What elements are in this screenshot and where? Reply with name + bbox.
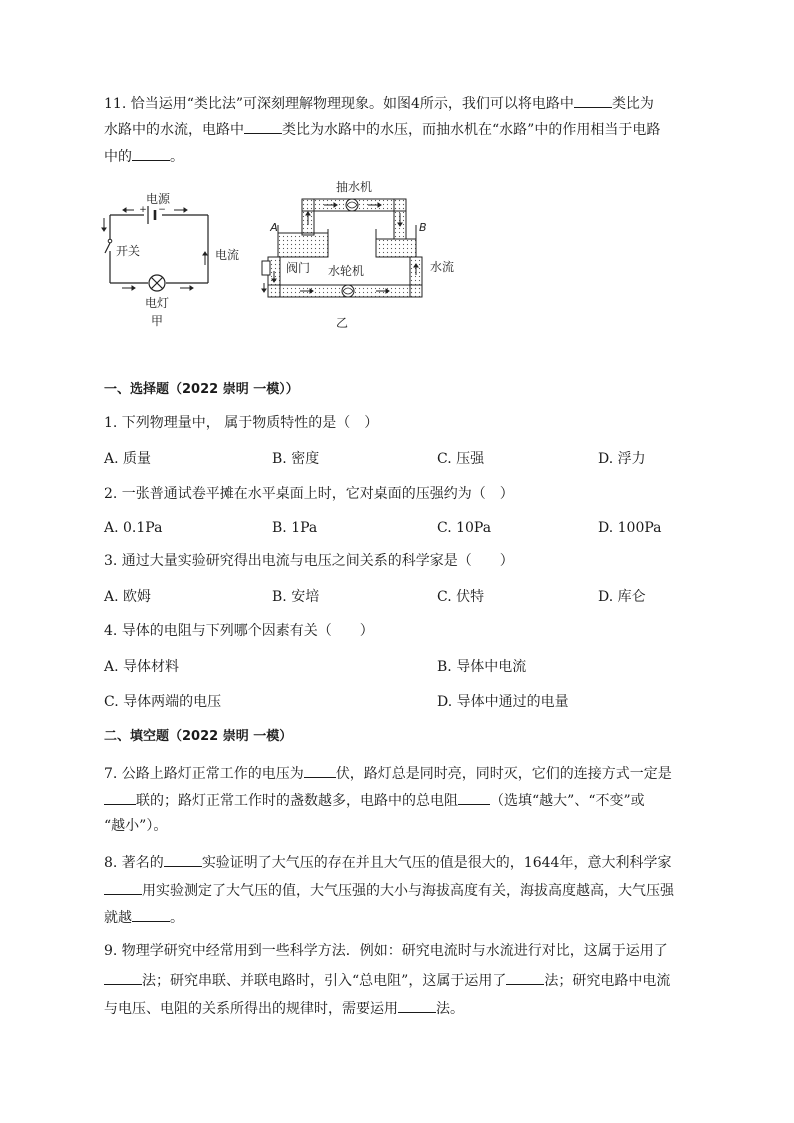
q11-text-1a: 11. 恰当运用“类比法”可深刻理解物理现象。如图4所示，我们可以将电路中 <box>104 96 574 112</box>
q11-text-1b: 类比为 <box>611 96 654 112</box>
q8-text-2: 用实验测定了大气压的值，大气压强的大小与海拔高度有关，海拔高度越高，大气压强 <box>142 883 674 899</box>
caption-yi: 乙 <box>335 316 349 330</box>
label-current: 电流 <box>215 248 240 262</box>
q4-stem: 4. 导体的电阻与下列哪个因素有关（ ） <box>104 623 374 639</box>
label-pump: 抽水机 <box>335 180 373 194</box>
q7-blank-2[interactable] <box>104 789 136 805</box>
q7-text-1b: 伏，路灯总是同时亮，同时灭，它们的连接方式一定是 <box>335 766 672 782</box>
label-lamp: 电灯 <box>144 296 170 310</box>
q9-blank-1[interactable] <box>104 969 142 985</box>
q3-option-b[interactable]: B. 安培 <box>272 589 320 605</box>
section-1-title: 一、选择题（2022 崇明 一模）） <box>104 382 299 397</box>
q7-text-2a: 联的；路灯正常工作时的盏数越多，电路中的总电阻 <box>136 793 458 809</box>
q9-blank-3[interactable] <box>398 997 436 1013</box>
section-2-title: 二、填空题（2022 崇明 一模） <box>104 729 293 744</box>
q8-text-3b: 。 <box>170 910 184 926</box>
q7-text-1a: 7. 公路上路灯正常工作的电压为 <box>104 766 304 782</box>
battery-icon <box>148 206 155 224</box>
q9-text-2a: 法；研究串联、并联电路时，引入“总电阻”，这属于运用了 <box>142 973 507 989</box>
lamp-icon <box>149 275 165 291</box>
q11-line-2 <box>104 118 660 140</box>
q11-line-3 <box>104 145 184 167</box>
figure-water-yi <box>258 175 468 335</box>
q7-line-2 <box>104 789 645 811</box>
q8-line-1 <box>104 851 671 873</box>
q9-text-2b: 法；研究电路中电流 <box>544 973 671 989</box>
q9-text-3b: 法。 <box>436 1001 464 1017</box>
q2-option-c[interactable]: C. 10Pa <box>437 520 492 536</box>
q8-line-2 <box>104 879 674 901</box>
q11-blank-3[interactable] <box>132 145 170 161</box>
q1-option-b[interactable]: B. 密度 <box>272 451 320 467</box>
q7-blank-3[interactable] <box>458 789 490 805</box>
turbine-icon <box>342 285 354 297</box>
label-valve: 阀门 <box>286 261 311 275</box>
q8-blank-1[interactable] <box>164 851 202 867</box>
q9-line-2 <box>104 969 670 991</box>
q9-line-3 <box>104 997 464 1019</box>
pump-icon <box>346 199 358 211</box>
label-turbine: 水轮机 <box>327 264 365 278</box>
q11-line-1 <box>104 92 654 114</box>
q7-line-1 <box>104 762 672 784</box>
q8-text-1a: 8. 著名的 <box>104 855 164 871</box>
label-a: A <box>270 221 278 234</box>
q8-blank-2[interactable] <box>104 879 142 895</box>
q9-blank-2[interactable] <box>506 969 544 985</box>
q3-option-a[interactable]: A. 欧姆 <box>104 589 152 605</box>
q11-blank-2[interactable] <box>244 118 282 134</box>
q2-stem: 2. 一张普通试卷平摊在水平桌面上时，它对桌面的压强约为（ ） <box>104 486 514 502</box>
q2-option-b[interactable]: B. 1Pa <box>272 520 318 536</box>
q11-text-2b: 类比为水路中的水压，而抽水机在“水路”中的作用相当于电路 <box>282 122 661 138</box>
label-flow: 水流 <box>430 260 455 274</box>
q7-blank-1[interactable] <box>304 762 336 778</box>
q9-line-1: 9. 物理学研究中经常用到一些科学方法．例如：研究电流时与水流进行对比，这属于运用了 <box>104 943 668 959</box>
q4-option-a[interactable]: A. 导体材料 <box>104 659 180 675</box>
q9-text-3a: 与电压、电阻的关系所得出的规律时，需要运用 <box>104 1001 398 1017</box>
q8-text-1b: 实验证明了大气压的存在并且大气压的值是很大的，1644年，意大利科学家 <box>201 855 672 871</box>
caption-jia: 甲 <box>150 314 164 328</box>
q8-line-3 <box>104 906 184 928</box>
q1-option-a[interactable]: A. 质量 <box>104 451 152 467</box>
figure-circuit-jia <box>100 185 250 330</box>
q1-option-d[interactable]: D. 浮力 <box>598 451 646 467</box>
q11-text-2a: 水路中的水流，电路中 <box>104 122 244 138</box>
label-switch: 开关 <box>116 244 141 258</box>
q3-stem: 3. 通过大量实验研究得出电流与电压之间关系的科学家是（ ） <box>104 553 514 569</box>
svg-text:+: + <box>139 205 147 215</box>
q3-option-c[interactable]: C. 伏特 <box>437 589 485 605</box>
valve-icon <box>262 261 270 275</box>
q4-option-c[interactable]: C. 导体两端的电压 <box>104 694 222 710</box>
q11-blank-1[interactable] <box>574 92 612 108</box>
q4-option-d[interactable]: D. 导体中通过的电量 <box>437 694 569 710</box>
q7-text-2b: （选填“越大”、“不变”或 <box>490 793 645 809</box>
q1-option-c[interactable]: C. 压强 <box>437 451 485 467</box>
q8-text-3a: 就越 <box>104 910 132 926</box>
q2-option-d[interactable]: D. 100Pa <box>598 520 662 536</box>
q8-blank-3[interactable] <box>132 906 170 922</box>
label-b: B <box>419 221 427 234</box>
q11-text-3a: 中的 <box>104 149 132 165</box>
svg-text:−: − <box>158 205 166 215</box>
label-power: 电源 <box>145 192 171 206</box>
q11-text-3b: 。 <box>170 149 184 165</box>
q4-option-b[interactable]: B. 导体中电流 <box>437 659 527 675</box>
q1-stem: 1. 下列物理量中， 属于物质特性的是（ ） <box>104 415 379 431</box>
q2-option-a[interactable]: A. 0.1Pa <box>104 520 163 536</box>
q3-option-d[interactable]: D. 库仑 <box>598 589 646 605</box>
q7-line-3: “越小”）。 <box>104 818 168 834</box>
